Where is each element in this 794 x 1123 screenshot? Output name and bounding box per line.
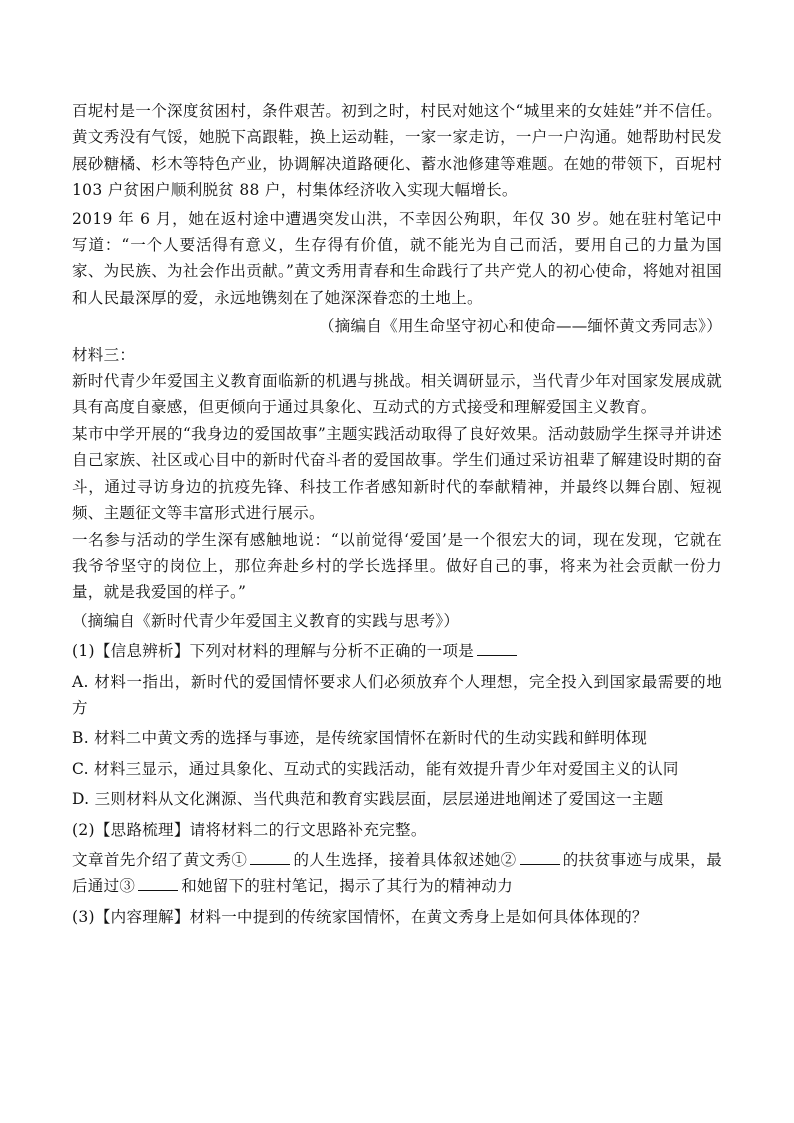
option-a: A. 材料一指出，新时代的爱国情怀要求人们必须放弃个人理想，完全投入到国家最需要的地方 [72,672,722,717]
answer-blank-3[interactable] [138,876,178,891]
document-body [72,98,722,930]
option-d: D. 三则材料从文化渊源、当代典范和教育实践层面，层层递进地阐述了爱国这一主题 [72,790,664,809]
option-c: C. 材料三显示，通过具象化、互动式的实践活动，能有效提升青少年对爱国主义的认同 [72,759,679,778]
material3-paragraph-1: 新时代青少年爱国主义教育面临新的机遇与挑战。相关调研显示，当代青少年对国家发展成就具有高度自豪感，但更倾向于通过具象化、互动式的方式接受和理解爱国主义教育。 [72,372,722,417]
answer-blank[interactable] [477,641,517,656]
material3-source: （摘编自《新时代青少年爱国主义教育的实践与思考》） [72,611,460,630]
option-b: B. 材料二中黄文秀的选择与事迹，是传统家国情怀在新时代的生动实践和鲜明体现 [72,729,648,748]
material2-source: （摘编自《用生命坚守初心和使命——缅怀黄文秀同志》） [318,317,722,336]
question-2: (2)【思路梳理】请将材料二的行文思路补充完整。 [72,820,427,839]
material3-paragraph-3: 一名参与活动的学生深有感触地说：“以前觉得‘爱国’是一个很宏大的词，现在发现，它就在我爷爷坚守的岗位上，那位奔赴乡村的学长选择里。做好自己的事，将来为社会贡献一份力量，就是我爱国的样子。” [72,530,722,602]
material2-paragraph-1: 百坭村是一个深度贫困村，条件艰苦。初到之时，村民对她这个“城里来的女娃娃”并不信任。黄文秀没有气馁，她脱下高跟鞋，换上运动鞋，一家一家走访，一户一户沟通。她帮助村民发展砂糖橘、杉木等特色产业，协调解决道路硬化、蓄水池修建等难题。在她的带领下，百坭村 103 户贫困户顺利脱贫 88 户，村集体经济收入实现大幅增长。 [72,102,722,200]
material3-paragraph-2: 某市中学开展的“我身边的爱国故事”主题实践活动取得了良好效果。活动鼓励学生探寻并讲述自己家族、社区或心目中的新时代奋斗者的爱国故事。学生们通过采访祖辈了解建设时期的奋斗，通过寻访身边的抗疫先锋、科技工作者感知新时代的奉献精神，并最终以舞台剧、短视频、主题征文等丰富形式进行展示。 [72,424,722,523]
material2-paragraph-2: 2019 年 6 月，她在返村途中遭遇突发山洪，不幸因公殉职，年仅 30 岁。她在驻村笔记中写道：“一个人要活得有意义，生存得有价值，就不能光为自己而活，要用自己的力量为国家、为民族、为社会作出贡献。”黄文秀用青春和生命践行了共产党人的初心使命，将她对祖国和人民最深厚的爱，永远地镌刻在了她深深眷恋的土地上。 [72,209,722,307]
question-1-text: (1)【信息辨析】下列对材料的理解与分析不正确的一项是 [72,642,475,661]
question-1 [72,638,722,664]
material3-heading: 材料三： [72,345,136,364]
answer-blank-2[interactable] [520,850,560,865]
question-2-fill: 文章首先介绍了黄文秀① 的人生选择，接着具体叙述她② 的扶贫事迹与成果，最后通过③ 和她留下的驻村笔记，揭示了其行为的精神动力 [72,850,722,896]
answer-blank-1[interactable] [250,850,290,865]
question-3: (3)【内容理解】材料一中提到的传统家国情怀，在黄文秀身上是如何具体体现的？ [72,907,648,926]
